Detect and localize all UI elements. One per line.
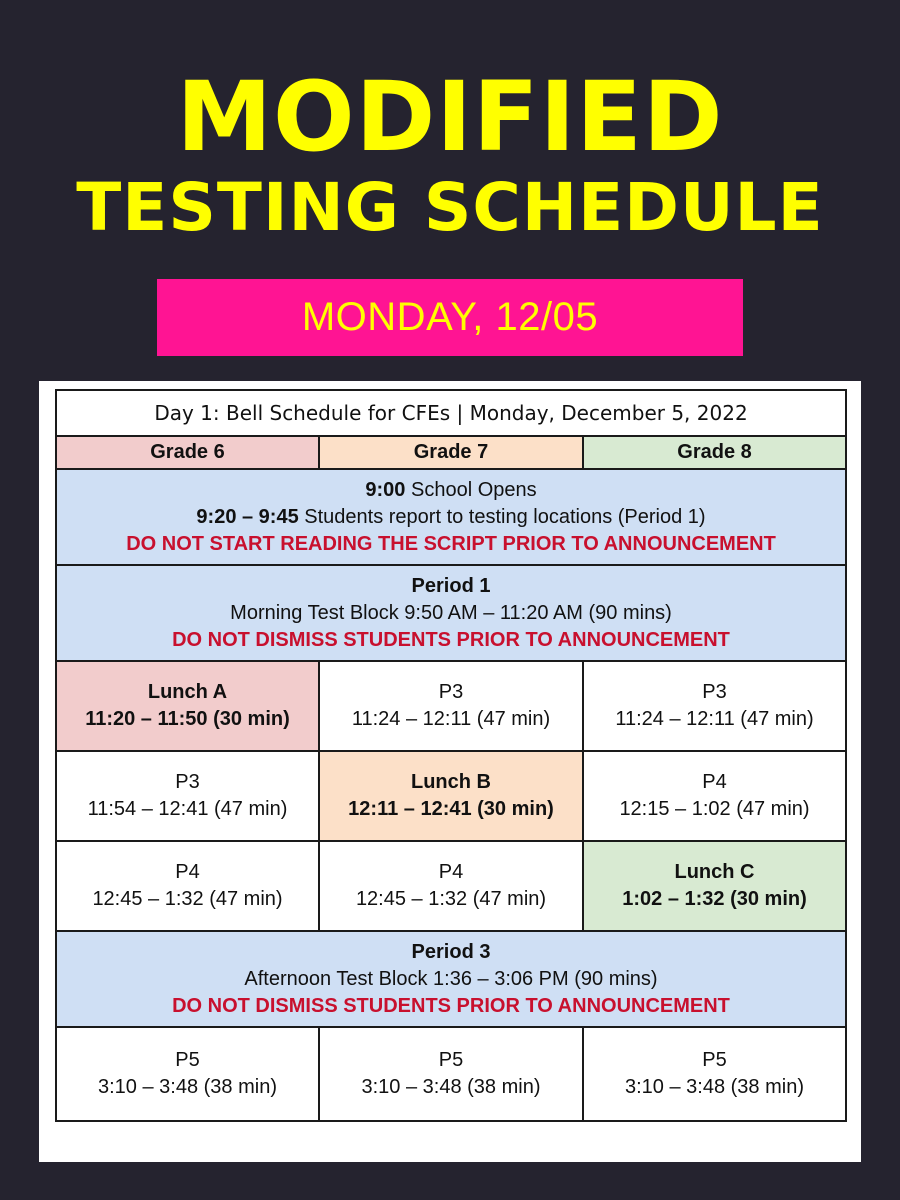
schedule-cell	[583, 1027, 846, 1121]
cell-label: P4	[438, 861, 464, 883]
table-row	[56, 841, 846, 931]
cell-time: 11:20 – 11:50 (30 min)	[85, 708, 290, 730]
schedule-cell	[583, 751, 846, 841]
cell-time: 12:15 – 1:02 (47 min)	[619, 798, 810, 820]
opening-row	[56, 469, 846, 565]
grade-7-header: Grade 7	[319, 436, 583, 469]
table-title-row	[56, 390, 846, 436]
schedule-title: Day 1: Bell Schedule for CFEs | Monday, December 5, 2022	[56, 390, 846, 436]
period-1-warning: DO NOT DISMISS STUDENTS PRIOR TO ANNOUNCEMENT	[172, 628, 730, 651]
cell-time: 12:11 – 12:41 (30 min)	[348, 798, 554, 820]
title-line-2: TESTING SCHEDULE	[76, 169, 824, 246]
period-1-cell	[56, 565, 846, 661]
cell-time: 3:10 – 3:48 (38 min)	[98, 1076, 277, 1098]
period-3-name: Period 3	[411, 940, 491, 963]
cell-time: 1:02 – 1:32 (30 min)	[622, 888, 807, 910]
bell-schedule-table	[55, 389, 847, 1122]
cell-label: P5	[438, 1049, 464, 1071]
lunch-a-cell	[56, 661, 319, 751]
open-line	[61, 477, 841, 504]
schedule-sheet	[39, 381, 861, 1162]
cell-time: 12:45 – 1:32 (47 min)	[355, 888, 547, 910]
cell-time: 11:54 – 12:41 (47 min)	[87, 798, 288, 820]
schedule-cell	[56, 841, 319, 931]
cell-time: 12:45 – 1:32 (47 min)	[92, 888, 283, 910]
grade-6-header: Grade 6	[56, 436, 319, 469]
schedule-cell	[319, 1027, 583, 1121]
cell-time: 3:10 – 3:48 (38 min)	[625, 1076, 804, 1098]
schedule-cell	[583, 661, 846, 751]
cell-label: Lunch C	[674, 861, 755, 883]
schedule-cell	[56, 751, 319, 841]
period-3-detail: Afternoon Test Block 1:36 – 3:06 PM (90 mins)	[244, 967, 658, 990]
report-line	[61, 504, 841, 531]
period-1-row	[56, 565, 846, 661]
schedule-cell	[56, 1027, 319, 1121]
cell-label: Lunch B	[411, 771, 491, 793]
period-3-warning: DO NOT DISMISS STUDENTS PRIOR TO ANNOUNCEMENT	[172, 994, 730, 1017]
report-text: Students report to testing locations (Period 1)	[298, 505, 706, 528]
cell-time: 11:24 – 12:11 (47 min)	[615, 708, 814, 730]
open-text: School Opens	[405, 478, 537, 501]
lunch-c-cell	[583, 841, 846, 931]
schedule-cell	[319, 841, 583, 931]
period-3-row	[56, 931, 846, 1027]
grade-8-header: Grade 8	[583, 436, 846, 469]
cell-time: 11:24 – 12:11 (47 min)	[351, 708, 551, 730]
cell-label: P4	[175, 861, 200, 883]
report-time: 9:20 – 9:45	[196, 505, 299, 528]
cell-label: Lunch A	[147, 681, 228, 703]
cell-label: P4	[702, 771, 727, 793]
period-3-cell	[56, 931, 846, 1027]
period-1-detail: Morning Test Block 9:50 AM – 11:20 AM (90 mins)	[230, 601, 672, 624]
date-banner-text: MONDAY, 12/05	[301, 295, 599, 339]
date-banner	[157, 279, 743, 356]
opening-cell	[56, 469, 846, 565]
cell-label: P3	[438, 681, 464, 703]
schedule-cell	[319, 661, 583, 751]
lunch-b-cell	[319, 751, 583, 841]
table-row	[56, 661, 846, 751]
opening-warning: DO NOT START READING THE SCRIPT PRIOR TO ANNOUNCEMENT	[126, 532, 776, 555]
table-row	[56, 1027, 846, 1121]
grade-header-row	[56, 436, 846, 469]
cell-label: P5	[702, 1049, 727, 1071]
title-line-1: MODIFIED	[176, 61, 724, 173]
cell-label: P3	[702, 681, 727, 703]
cell-label: P3	[175, 771, 200, 793]
table-row	[56, 751, 846, 841]
cell-time: 3:10 – 3:48 (38 min)	[361, 1076, 541, 1098]
cell-label: P5	[175, 1049, 200, 1071]
open-time: 9:00	[365, 478, 406, 501]
period-1-name: Period 1	[411, 574, 491, 597]
